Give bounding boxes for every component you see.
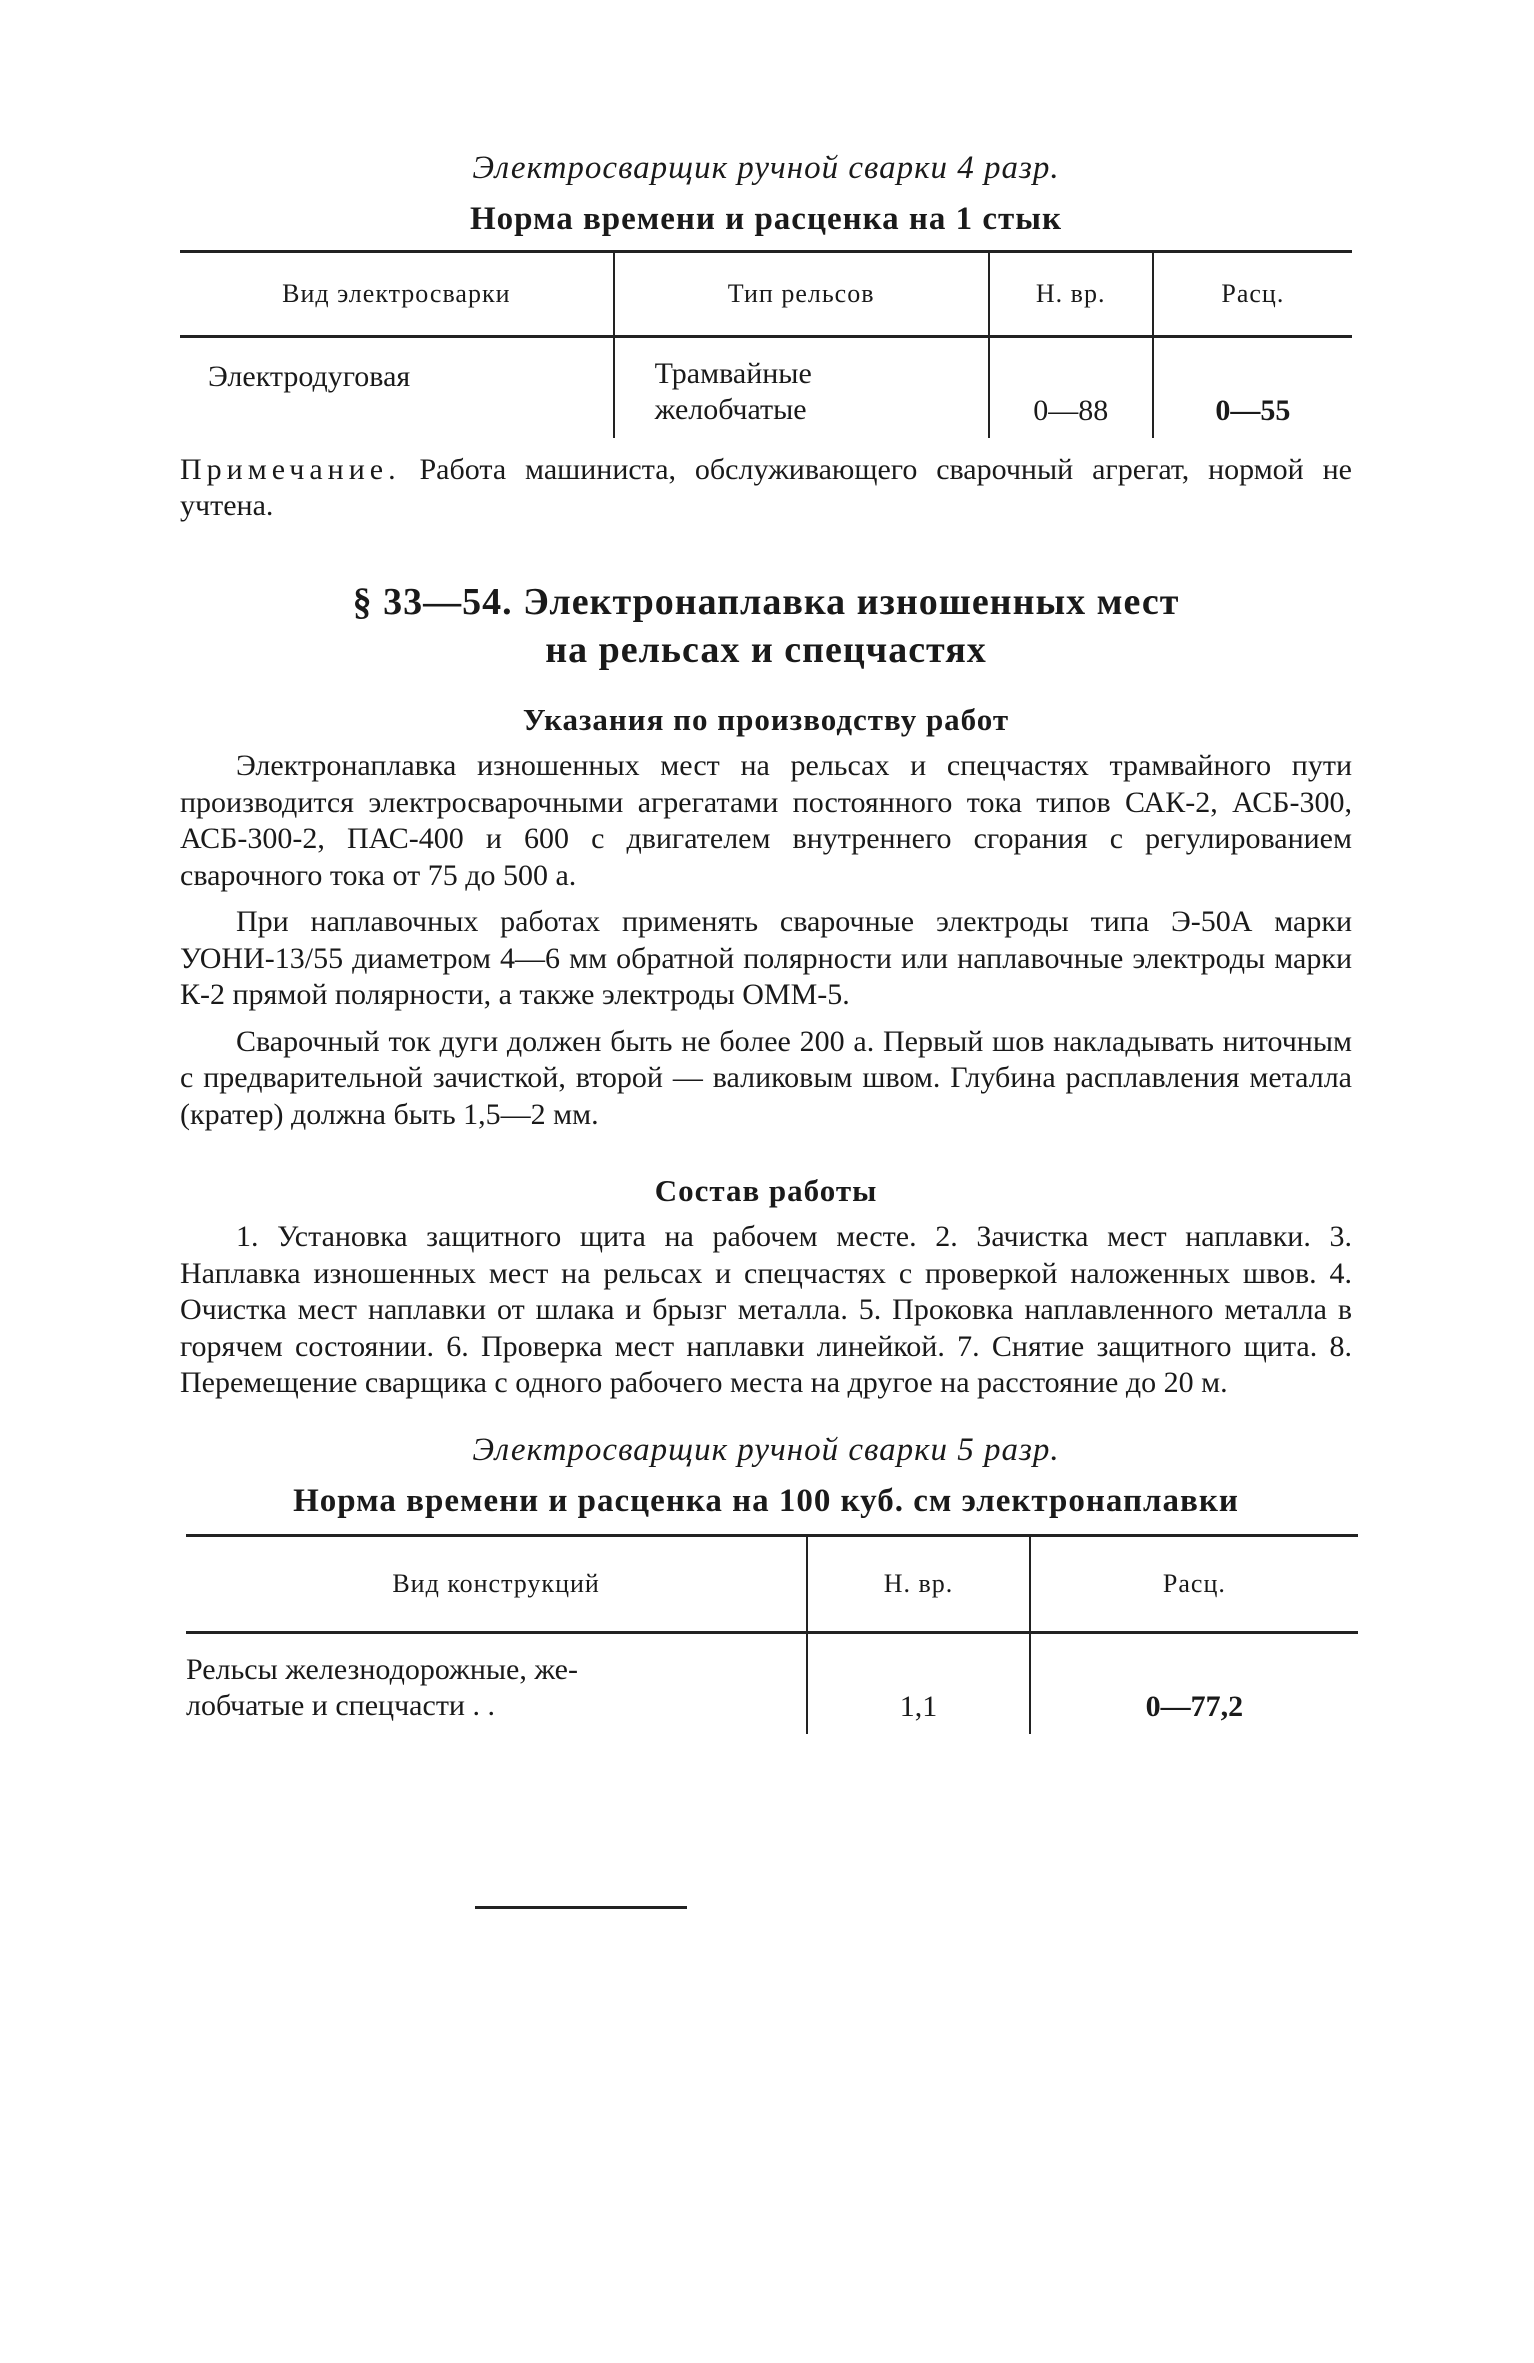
note [180, 452, 1352, 524]
table-row [186, 1632, 1358, 1734]
cell-norm: 0—88 [989, 337, 1153, 439]
cell-weld-type: Электродуговая [208, 360, 411, 393]
construction-line-1: Рельсы железнодорожные, же- [186, 1652, 578, 1686]
norm-table-2 [186, 1534, 1358, 1734]
section-title-line-2: на рельсах и спецчастях [545, 629, 987, 671]
col-rail-type: Тип рельсов [614, 252, 989, 337]
note-text: Работа машиниста, обслуживающего сварочный агрегат, нормой не учтена. [180, 453, 1352, 522]
cell-norm: 1,1 [807, 1632, 1030, 1734]
col-norm: Н. вр. [807, 1535, 1030, 1632]
note-label: Примечание. [180, 453, 401, 486]
col-construction-type: Вид конструкций [186, 1535, 807, 1632]
norm-title-2: Норма времени и расценка на 100 куб. см электронаплавки [293, 1482, 1239, 1519]
norm-table-1 [180, 250, 1352, 438]
worker-grade-4: Электросварщик ручной сварки 4 разр. [472, 150, 1060, 186]
table-header-row [180, 252, 1352, 337]
cell-rail-type [614, 337, 989, 439]
document-page [180, 150, 1352, 1734]
cell-rate: 0—77,2 [1030, 1632, 1358, 1734]
col-weld-type: Вид электросварки [180, 252, 614, 337]
col-rate: Расц. [1030, 1535, 1358, 1632]
worker-grade-5: Электросварщик ручной сварки 5 разр. [472, 1431, 1060, 1468]
instructions-paragraph-2: При наплавочных работах применять сварочные электроды типа Э-50А марки УОНИ-13/55 диаметром 4—6 мм обратной полярности или наплавочные электроды марки К-2 прямой полярности, а также электроды ОММ-5. [180, 905, 1352, 1011]
norm-title-1: Норма времени и расценка на 1 стык [469, 201, 1063, 237]
cell-rate: 0—55 [1153, 337, 1352, 439]
work-composition-heading: Состав работы [654, 1173, 878, 1208]
instructions-paragraph-3: Сварочный ток дуги должен быть не более 200 а. Первый шов накладывать ниточным с предварительной зачисткой, второй — валиковым швом. Глубина расплавления металла (кратер) должна быть 1,5—2 мм. [180, 1024, 1352, 1131]
section-title-line-1: § 33—54. Электронаплавка изношенных мест [352, 581, 1180, 623]
construction-line-2: лобчатые и спецчасти . . [186, 1688, 495, 1722]
cell-construction-type [186, 1632, 807, 1734]
col-rate: Расц. [1153, 252, 1352, 337]
rail-type-line-2: желобчатые [654, 393, 807, 426]
instructions-paragraph-1: Электронаплавка изношенных мест на рельсах и спецчастях трамвайного пути производится электросварочными агрегатами постоянного тока типов САК-2, АСБ-300, АСБ-300-2, ПАС-400 и 600 с двигателем внутреннего сгорания с регулированием сварочного тока от 75 до 500 а. [180, 749, 1352, 892]
table-header-row [186, 1535, 1358, 1632]
rail-type-line-1: Трамвайные [654, 357, 812, 390]
table-row [180, 337, 1352, 439]
footer-divider [475, 1906, 687, 1909]
instructions-heading: Указания по производству работ [522, 702, 1010, 737]
section-title [180, 578, 1352, 674]
col-norm: Н. вр. [989, 252, 1153, 337]
work-composition-text: 1. Установка защитного щита на рабочем месте. 2. Зачистка мест наплавки. 3. Наплавка изношенных мест на рельсах и спецчастях с проверкой наложенных швов. 4. Очистка мест наплавки от шлака и брызг металла. 5. Проковка наплавленного металла в горячем состоянии. 6. Проверка мест наплавки линейкой. 7. Снятие защитного щита. 8. Перемещение сварщика с одного рабочего места на другое на расстояние до 20 м. [180, 1220, 1352, 1399]
